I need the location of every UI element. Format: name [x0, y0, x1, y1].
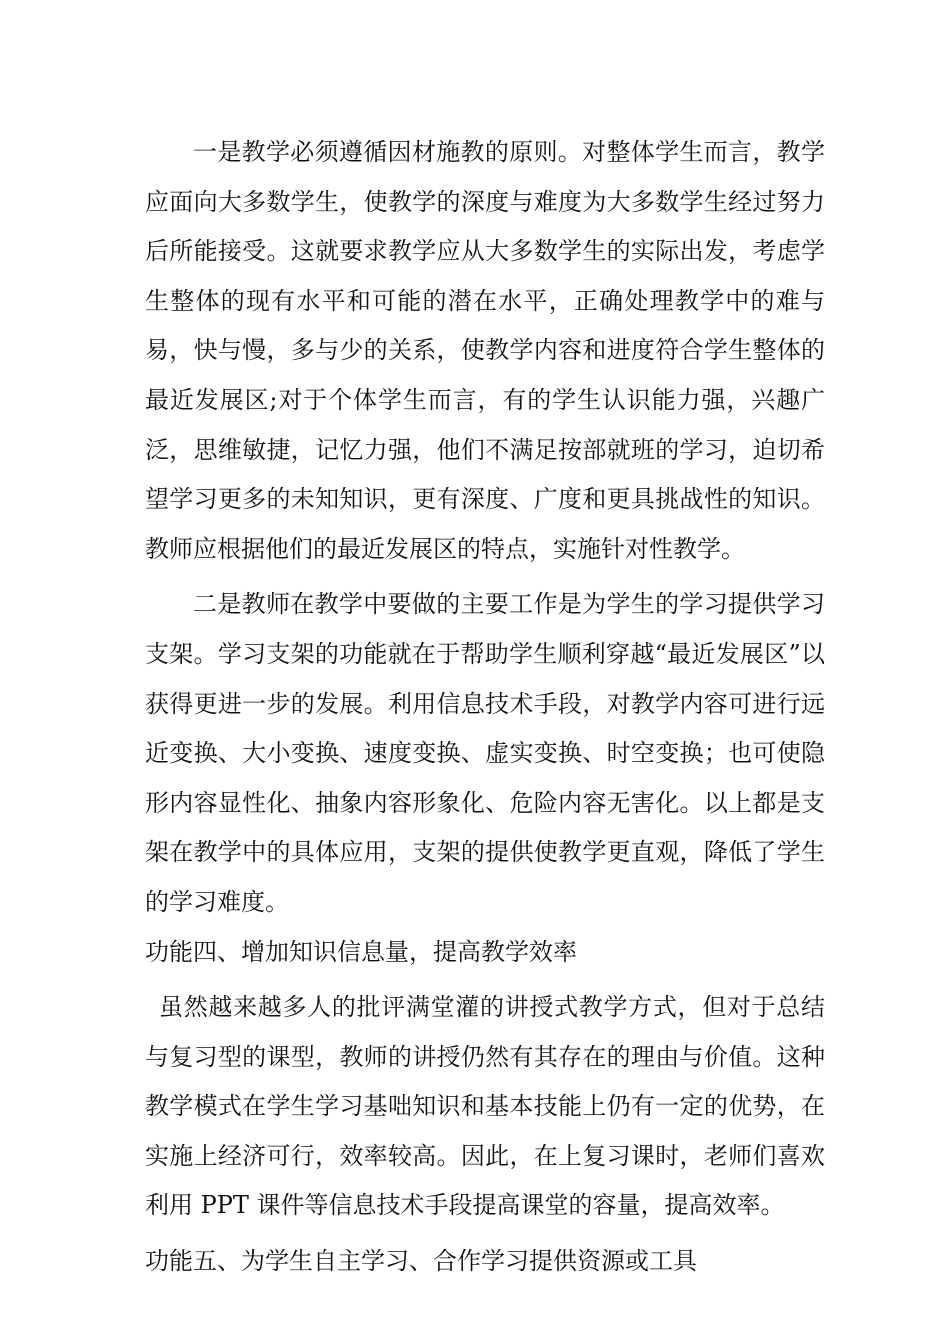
document-body — [145, 128, 825, 1287]
paragraph-learning-scaffold: 二是教师在教学中要做的主要工作是为学生的学习提供学习支架。学习支架的功能就在于帮助学生顺利穿越“最近发展区”以获得更进一步的发展。利用信息技术手段，对教学内容可进行远近变换、大小变换、速度变换、虚实变换、时空变换；也可使隐形内容显性化、抽象内容形象化、危险内容无害化。以上都是支架在教学中的具体应用，支架的提供使教学更直观，降低了学生的学习难度。 — [145, 590, 825, 916]
paragraph-teaching-principle: 一是教学必须遵循因材施教的原则。对整体学生而言，教学应面向大多数学生，使教学的深度与难度为大多数学生经过努力后所能接受。这就要求教学应从大多数学生的实际出发，考虑学生整体的现有水平和可能的潜在水平，正确处理教学中的难与易，快与慢，多与少的关系，使教学内容和进度符合学生整体的最近发展区;对于个体学生而言，有的学生认识能力强，兴趣广泛，思维敏捷，记忆力强，他们不满足按部就班的学习，迫切希望学习更多的未知知识，更有深度、广度和更具挑战性的知识。教师应根据他们的最近发展区的特点，实施针对性教学。 — [145, 138, 825, 563]
section-heading-function-four: 功能四、增加知识信息量，提高教学效率 — [145, 937, 577, 966]
section-heading-function-five: 功能五、为学生自主学习、合作学习提供资源或工具 — [145, 1247, 697, 1276]
paragraph-lecture-review: 虽然越来越多人的批评满堂灌的讲授式教学方式，但对于总结与复习型的课型，教师的讲授仍然有其存在的理由与价值。这种教学模式在学生学习基咄知识和基本技能上仍有一定的优势，在实施上经济可行，效率较高。因此，在上复习课时，老师们喜欢利用 PPT 课件等信息技术手段提高课堂的容量，提高效率。 — [145, 993, 825, 1220]
